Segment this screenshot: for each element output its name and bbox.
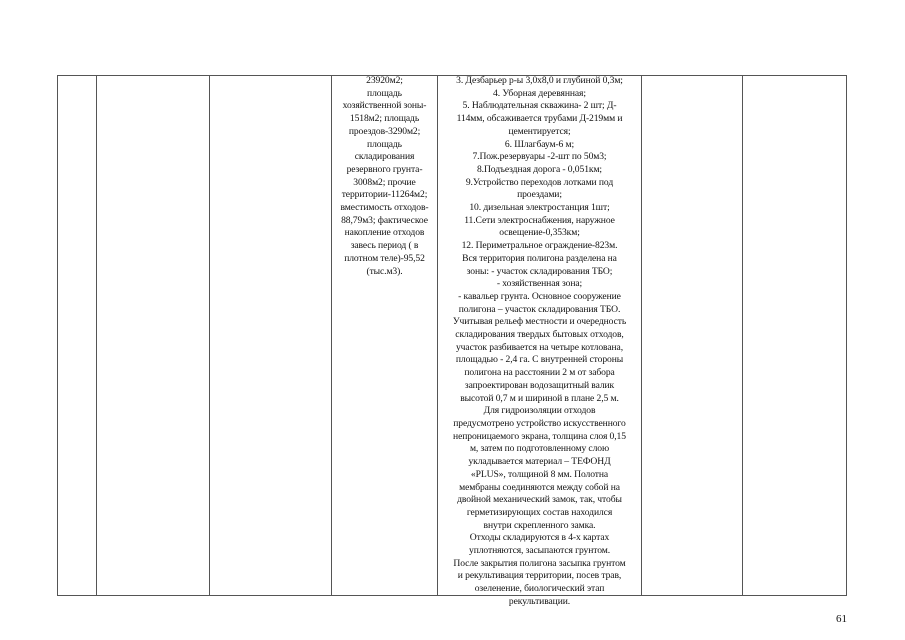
cell-line: завесь период ( в [350, 240, 419, 252]
cell-line: 9.Устройство переходов лотками под [465, 176, 614, 188]
cell-line: 4. Уборная деревянная; [493, 87, 586, 99]
cell-line: 5. Наблюдательная скважина- 2 шт; Д- [462, 100, 617, 112]
cell-line: - кавальер грунта. Основное сооружение [458, 290, 621, 302]
cell-line: Для гидроизоляции отходов [483, 405, 596, 417]
cell-line: м, затем по подготовленному слою [469, 443, 610, 455]
cell-line: полигона на расстоянии 2 м от забора [464, 367, 615, 379]
page-number: 61 [836, 613, 847, 625]
cell-line: 10. дизельная электростанция 1шт; [469, 202, 610, 214]
column-border [846, 75, 847, 596]
cell-line: и рекультивация территории, посев трав, [457, 570, 622, 582]
cell-line: участок разбивается на четыре котлована, [455, 341, 624, 353]
cell-line: мембраны соединяются между собой на [459, 481, 620, 493]
cell-line: 8.Подъездная дорога - 0,051км; [476, 163, 602, 175]
cell-line: 6. Шлагбаум-6 м; [504, 138, 575, 150]
cell-line: - хозяйственная зона; [496, 278, 583, 290]
cell-line: 88,79м3; фактическое [341, 214, 428, 226]
cell-line: непроницаемого экрана, толщина слоя 0,15 [453, 430, 626, 442]
cell-line: проездов-3290м2; [348, 125, 421, 137]
cell-line: накопление отходов [344, 227, 425, 239]
cell-line: (тыс.м3). [366, 265, 403, 277]
cell-line: зоны: - участок складирования ТБО; [466, 265, 613, 277]
cell-line: проездами; [517, 189, 562, 201]
cell-line: укладывается материал – ТЕФОНД [468, 456, 611, 468]
column-border [742, 75, 743, 596]
cell-line: предусмотрено устройство искусственного [453, 417, 626, 429]
cell-line: освещение-0,353км; [499, 227, 580, 239]
column-border [641, 75, 642, 596]
cell-line: 1518м2; площадь [349, 113, 420, 125]
cell-line: складирования [354, 151, 415, 163]
column-border [57, 75, 58, 596]
cell-line: складирования твердых бытовых отходов, [455, 329, 624, 341]
cell-line: 12. Периметральное ограждение-823м. [461, 240, 618, 252]
cell-line: Учитывая рельеф местности и очередность [452, 316, 627, 328]
cell-line: цементируется; [508, 125, 571, 137]
data-table [57, 75, 847, 607]
cell-site-parameters [332, 75, 437, 278]
cell-line: двойной механический замок, так, чтобы [457, 494, 622, 506]
cell-line: уплотняются, засыпаются грунтом. [469, 545, 610, 557]
cell-line: Вся территория полигона разделена на [462, 252, 617, 264]
cell-line: 114мм, обсаживается трубами Д-219мм и [456, 113, 623, 125]
cell-line: «PLUS», толщиной 8 мм. Полотна [470, 468, 609, 480]
cell-line: 7.Пож.резервуары -2-шт по 50м3; [472, 151, 607, 163]
cell-line: внутри скрепленного замка. [483, 519, 596, 531]
cell-line: 3008м2; прочие [353, 176, 416, 188]
cell-line: После закрытия полигона засыпка грунтом [453, 557, 626, 569]
cell-line: хозяйственной зоны- [342, 100, 427, 112]
column-border [209, 75, 210, 596]
cell-line: 11.Сети электроснабжения, наружное [464, 214, 615, 226]
cell-line: 23920м2; [366, 75, 403, 86]
cell-line: рекультивации. [508, 595, 571, 607]
cell-line: вместимость отходов- [340, 202, 429, 214]
cell-line: площадью - 2,4 га. С внутренней стороны [455, 354, 624, 366]
cell-line: полигона – участок складирования ТБО. [458, 303, 621, 315]
cell-line: площадь [367, 138, 402, 150]
cell-line: герметизирующих состав находился [466, 506, 613, 518]
cell-line: площадь [367, 87, 402, 99]
cell-line: высотой 0,7 м и шириной в плане 2,5 м. [460, 392, 619, 404]
cell-facility-description [438, 75, 641, 609]
cell-line: территории-11264м2; [341, 189, 428, 201]
cell-line: Отходы складируются в 4-х картах [469, 532, 610, 544]
cell-line: плотном теле)-95,52 [344, 252, 425, 264]
cell-line: резервного грунта- [346, 163, 423, 175]
cell-line: озеленение, биологический этап [474, 583, 605, 595]
cell-line: запроектирован водозащитный валик [464, 379, 615, 391]
cell-line: 3. Дезбарьер р-ы 3,0х8,0 и глубиной 0,3м; [456, 75, 623, 86]
column-border [96, 75, 97, 596]
